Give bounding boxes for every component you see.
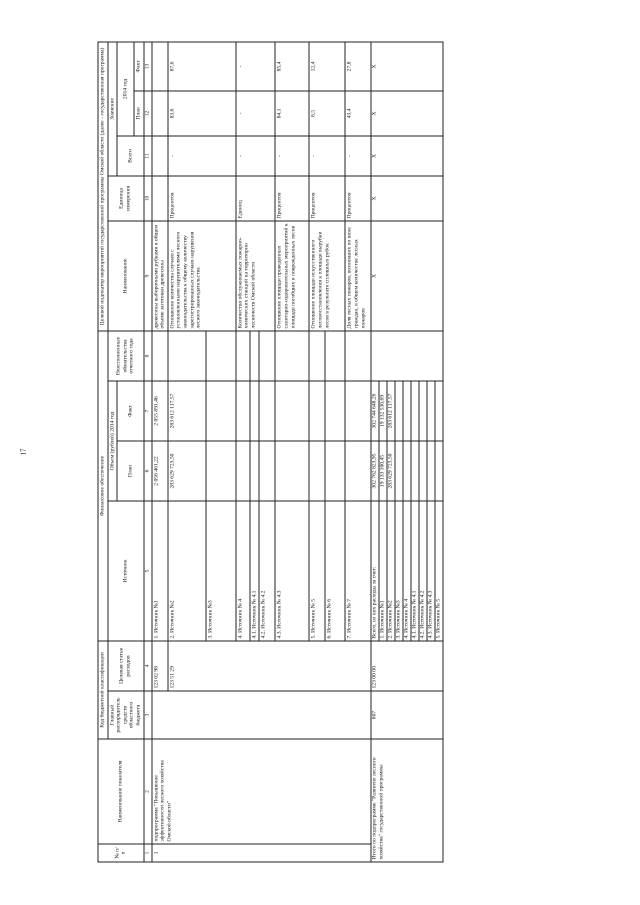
source-label: 6. Источник № 6 <box>325 501 345 641</box>
header-fact: Факт <box>117 381 143 441</box>
unfulfilled <box>259 331 275 381</box>
header-total: Всего <box>117 136 143 176</box>
header-value: Значение <box>108 42 118 176</box>
indicator-total: - <box>275 136 309 176</box>
total-source-plan <box>435 441 443 501</box>
source-fact <box>236 381 250 441</box>
header-volume: Объем (рублей) 2014 год <box>108 381 118 501</box>
source-fact <box>345 381 371 441</box>
total-x: X <box>371 91 443 136</box>
source-plan <box>250 441 260 501</box>
header-year: 2014 год <box>117 42 134 136</box>
total-source-plan: 19 133 100,45 <box>379 441 387 501</box>
indicator-unit: Процентов <box>309 176 345 221</box>
indicator-plan: 8,5 <box>309 91 345 136</box>
total-x: X <box>371 136 443 176</box>
source-plan <box>345 441 371 501</box>
source-fact <box>206 381 236 441</box>
indicator-unit: Процентов <box>275 176 309 221</box>
indicator-name: Доля лесных пожаров, возникших по вине граждан, в общем количестве лесных пожаров <box>345 221 371 331</box>
total-source-fact <box>403 381 411 441</box>
col-number: 2 <box>144 739 152 844</box>
source-label: 7. Источник № 7 <box>345 501 371 641</box>
unfulfilled <box>152 331 168 381</box>
total-source-label: 4.3. Источник № 4.3 <box>427 501 435 641</box>
indicator-name: древесины выборочными рубками в общем объеме заготовки древесины <box>152 221 168 331</box>
source-plan <box>259 441 275 501</box>
row-grbs <box>152 691 372 739</box>
report-table <box>98 41 444 862</box>
col-number: 10 <box>144 176 152 221</box>
header-indicator: Целевой индикатор мероприятий государственной программы Омской области (далее - государственная программа) <box>98 42 108 331</box>
total-source-label: 3. Источник №3 <box>395 501 403 641</box>
total-source-label: 2. Источник №2 <box>387 501 395 641</box>
source-fact <box>325 381 345 441</box>
indicator-total <box>152 136 168 176</box>
source-label: 4.3. Источник № 4.3 <box>275 501 309 641</box>
header-unit: Единица измерения <box>108 176 144 221</box>
source-plan <box>236 441 250 501</box>
col-number: 9 <box>144 221 152 331</box>
col-number: 13 <box>144 42 152 91</box>
col-number: 12 <box>144 91 152 136</box>
source-label: 4. Источник № 4 <box>236 501 250 641</box>
indicator-fact: 27,8 <box>345 42 371 91</box>
source-plan: 2 056 461,22 <box>152 441 168 501</box>
indicator-name: Количество обслуживаемых пожарно-химических станций на территории лесничеств Омской области <box>236 221 276 331</box>
unfulfilled <box>345 331 371 381</box>
total-source-fact: 302 744 648,26 <box>371 381 379 441</box>
indicator-plan <box>152 91 168 136</box>
total-name: Итого по подпрограмме "Развитие лесного хозяйства" государственной программы <box>371 739 443 862</box>
indicator-total: - <box>236 136 276 176</box>
total-csr: 123 00 00 <box>371 641 443 691</box>
total-source-plan <box>427 441 435 501</box>
indicator-unit: Единиц <box>236 176 276 221</box>
total-source-plan: 283 629 723,50 <box>387 441 395 501</box>
total-source-plan <box>395 441 403 501</box>
page-number: 17 <box>19 448 28 456</box>
unfulfilled <box>250 331 260 381</box>
total-source-label: 4.2. Источник № 4.2 <box>419 501 427 641</box>
total-source-fact <box>435 381 443 441</box>
source-fact: 2 055 891,46 <box>152 381 168 441</box>
col-number: 3 <box>144 691 152 739</box>
header-ind-plan: План <box>134 91 144 136</box>
row-csr: 123 02 98 <box>152 641 168 691</box>
total-source-fact <box>419 381 427 441</box>
total-source-label: 4. Источник № 4 <box>403 501 411 641</box>
total-source-fact: 283 612 117,57 <box>387 381 395 441</box>
indicator-name: Отношение площади искусственного лесовосстановления к площади вырубки лесов в результате сплошных рубок <box>309 221 345 331</box>
header-kbk: Код бюджетной классификации <box>98 641 108 739</box>
header-ind-fact: Факт <box>134 42 144 91</box>
source-plan <box>309 441 325 501</box>
header-grbs: Главный распорядитель средств областного бюджета <box>108 691 144 739</box>
source-label: 3. Источник №3 <box>206 501 236 641</box>
source-plan <box>275 441 309 501</box>
indicator-name: Отношение площади проведенных санитарно-оздоровительных мероприятий к площади погибших и поврежденных лесов <box>275 221 309 331</box>
total-source-fact <box>395 381 403 441</box>
total-source-fact: 19 132 530,69 <box>379 381 387 441</box>
indicator-unit: Процентов <box>345 176 371 221</box>
header-ind-name: Наименование <box>108 221 144 331</box>
total-grbs: 807 <box>371 691 443 739</box>
source-plan: 283 629 723,50 <box>168 441 206 501</box>
indicator-fact: 12,4 <box>309 42 345 91</box>
header-no: № п/п <box>98 844 144 862</box>
col-number: 1 <box>144 844 152 862</box>
indicator-fact: 87,6 <box>168 42 236 91</box>
indicator-plan: 43,4 <box>345 91 371 136</box>
total-row <box>371 42 379 862</box>
total-source-plan: 302 762 823,95 <box>371 441 379 501</box>
source-label: 5. Источник № 5 <box>309 501 325 641</box>
header-name: Наименование показателя <box>98 739 144 844</box>
source-plan <box>325 441 345 501</box>
indicator-fact: - <box>236 42 276 91</box>
total-unfulfilled <box>371 331 443 381</box>
source-fact: 283 612 117,57 <box>168 381 206 441</box>
col-number: 4 <box>144 641 152 691</box>
header-source: Источник <box>108 501 144 641</box>
col-number: 11 <box>144 136 152 176</box>
source-label: 2. Источник №2 <box>168 501 206 641</box>
total-source-plan <box>411 441 419 501</box>
unfulfilled <box>309 331 325 381</box>
rotated-page <box>98 43 573 863</box>
indicator-unit <box>152 176 168 221</box>
indicator-plan: - <box>236 91 276 136</box>
source-fact <box>250 381 260 441</box>
header-unfulfilled: Неисполненные обязательства отчетного года <box>108 331 144 381</box>
source-plan <box>206 441 236 501</box>
source-label: 1. Источник №1 <box>152 501 168 641</box>
indicator-plan: 83,6 <box>168 91 236 136</box>
col-number: 7 <box>144 381 152 441</box>
indicator-fact <box>152 42 168 91</box>
row-name: подпрограмма "Повышение эффективности лесного хозяйства Омской области" <box>152 739 372 844</box>
total-source-fact <box>411 381 419 441</box>
row-csr: 123 51 29 <box>168 641 372 691</box>
header-fin: Финансовое обеспечение <box>98 331 108 641</box>
total-source-plan <box>419 441 427 501</box>
header-csr: Целевая статья расходов <box>108 641 144 691</box>
header-plan: План <box>117 441 143 501</box>
total-source-plan <box>403 441 411 501</box>
total-x: X <box>371 221 443 331</box>
total-x: X <box>371 176 443 221</box>
total-source-fact <box>427 381 435 441</box>
source-label: 4.1. Источник № 4.1 <box>250 501 260 641</box>
unfulfilled <box>206 331 236 381</box>
unfulfilled <box>168 331 206 381</box>
total-source-label: 5. Источник № 5 <box>435 501 443 641</box>
total-source-label: 1. Источник №1 <box>379 501 387 641</box>
indicator-name: Отношение количества случаев с установленными нарушителями лесного законодательства к общему количеству зарегистрированных случаев нарушения лесного законодательства <box>168 221 236 331</box>
total-source-label: Всего, из них расходы за счет: <box>371 501 379 641</box>
col-number: 5 <box>144 501 152 641</box>
column-numbers-row <box>144 42 152 862</box>
indicator-total: - <box>345 136 371 176</box>
report-table-page <box>98 43 573 863</box>
indicator-total: - <box>168 136 236 176</box>
col-number: 8 <box>144 331 152 381</box>
source-fact <box>309 381 325 441</box>
table-row <box>152 42 168 862</box>
source-fact <box>275 381 309 441</box>
indicator-plan: 84,1 <box>275 91 309 136</box>
indicator-total: - <box>309 136 345 176</box>
indicator-unit: Процентов <box>168 176 236 221</box>
total-source-label: 4.1. Источник № 4.1 <box>411 501 419 641</box>
source-fact <box>259 381 275 441</box>
unfulfilled <box>236 331 250 381</box>
unfulfilled <box>275 331 309 381</box>
unfulfilled <box>325 331 345 381</box>
total-x: X <box>371 42 443 91</box>
source-label: 4.2. Источник № 4.2 <box>259 501 275 641</box>
row-no: 1 <box>152 844 372 862</box>
indicator-fact: 85,4 <box>275 42 309 91</box>
col-number: 6 <box>144 441 152 501</box>
